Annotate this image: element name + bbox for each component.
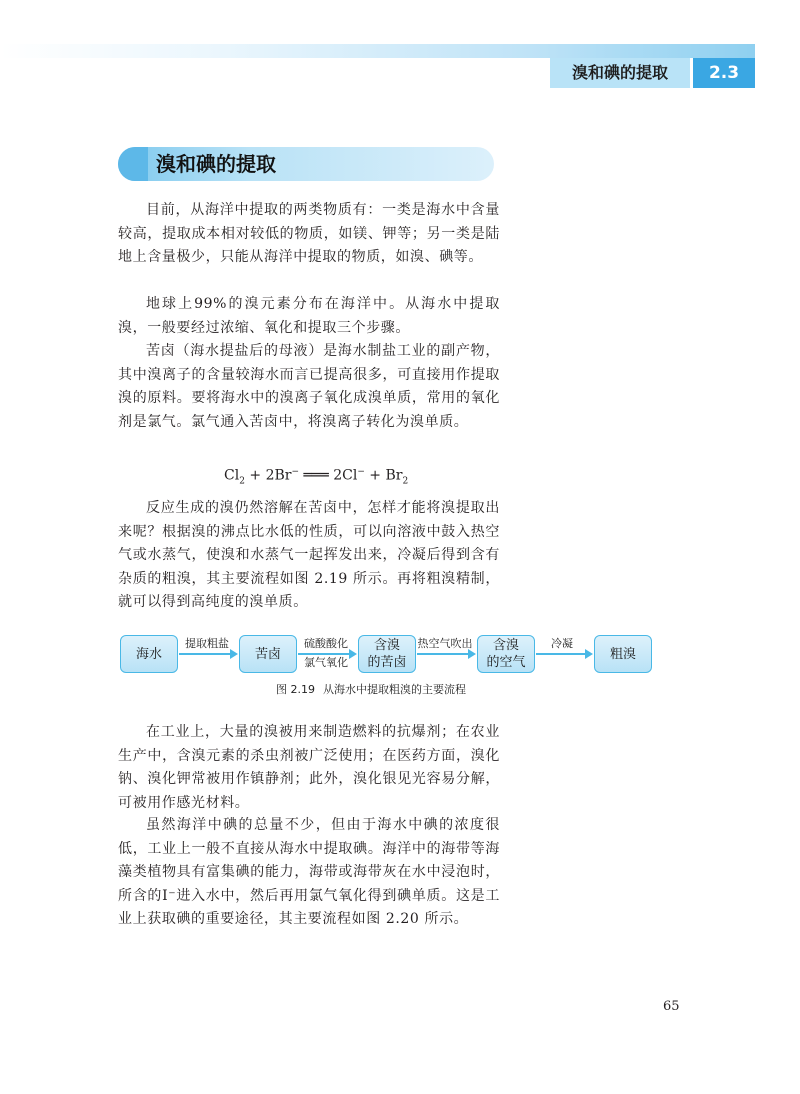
paragraph-2: 地球上99%的溴元素分布在海洋中。从海水中提取溴，一般要经过浓缩、氧化和提取三个步骤。 (118, 296, 500, 336)
flow-box-bromine-air (477, 635, 535, 673)
eq-cl-sup: − (357, 467, 365, 477)
eq-plus-br: + 2Br (244, 467, 292, 484)
eq-2cl: 2Cl (333, 467, 358, 484)
eq-arrow: ═══ (299, 467, 334, 484)
eq-br-sup: − (291, 467, 300, 477)
paragraph-3: 苦卤（海水提盐后的母液）是海水制盐工业的副产物，其中溴离子的含量较海水而言已提高很多，可直接用作提取溴的原料。要将海水中的溴离子氧化成溴单质，常用的氧化剂是氯气。氯气通入苦卤中，将溴离子转化为溴单质。 (118, 343, 500, 430)
running-header-title: 溴和碘的提取 (550, 58, 690, 88)
figure-number: 图 2.19 (276, 683, 315, 696)
flow-label-extract-salt: 提取粗盐 (185, 637, 229, 650)
flow-arrow-1 (179, 653, 231, 655)
paragraph-4: 反应生成的溴仍然溶解在苦卤中，怎样才能将溴提取出来呢？根据溴的沸点比水低的性质，可以向溶液中鼓入热空气或水蒸气，使溴和水蒸气一起挥发出来，冷凝后得到含有杂质的粗溴，其主要流程如图 2.19 所示。再将粗溴精制，就可以得到高纯度的溴单质。 (118, 500, 500, 611)
paragraph-6: 虽然海洋中碘的总量不少，但由于海水中碘的浓度很低，工业上一般不直接从海水中提取碘。海洋中的海带等海藻类植物具有富集碘的能力，海带或海带灰在水中浸泡时，所含的I⁻进入水中，然后再用氯气氧化得到碘单质。这是工业上获取碘的重要途径，其主要流程如图 2.20 所示。 (118, 817, 500, 928)
flow-box-seawater: 海水 (120, 635, 178, 673)
eq-cl: Cl (224, 467, 240, 484)
eq-cl-sub: 2 (239, 476, 245, 487)
eq-plus-br2: + Br (364, 467, 403, 484)
flow-box-bromine-bittern (358, 635, 416, 673)
flow-box-bittern: 苦卤 (239, 635, 297, 673)
header-band (0, 44, 755, 58)
flow-arrow-4 (536, 653, 586, 655)
flow-box3-line1: 含溴 (373, 638, 400, 653)
flow-label-chlorine-oxidize: 氯气氧化 (304, 656, 348, 669)
flow-label-acidify: 硫酸酸化 (304, 637, 348, 650)
flow-box4-line1: 含溴 (492, 638, 519, 653)
chemical-equation (224, 462, 424, 491)
flow-arrow-3 (417, 653, 469, 655)
flow-label-condense: 冷凝 (551, 637, 573, 650)
figure-caption-text: 从海水中提取粗溴的主要流程 (323, 683, 466, 696)
flow-box-crude-bromine: 粗溴 (594, 635, 652, 673)
paragraph-1: 目前，从海洋中提取的两类物质有：一类是海水中含量较高，提取成本相对较低的物质，如镁、钾等；另一类是陆地上含量极少，只能从海洋中提取的物质，如溴、碘等。 (118, 202, 500, 266)
flow-box3-line2: 的苦卤 (367, 655, 407, 670)
paragraph-5: 在工业上，大量的溴被用来制造燃料的抗爆剂；在农业生产中，含溴元素的杀虫剂被广泛使用；在医药方面，溴化钠、溴化钾常被用作镇静剂；此外，溴化银见光容易分解，可被用作感光材料。 (118, 724, 500, 811)
page-number: 65 (663, 999, 680, 1014)
flow-box4-line2: 的空气 (486, 655, 526, 670)
figure-caption (276, 683, 466, 697)
section-title: 溴和碘的提取 (156, 152, 276, 176)
eq-br-sub: 2 (402, 476, 409, 487)
flow-arrow-2 (298, 653, 350, 655)
flow-label-hot-air: 热空气吹出 (417, 637, 473, 650)
section-number-badge: 2.3 (693, 58, 755, 88)
